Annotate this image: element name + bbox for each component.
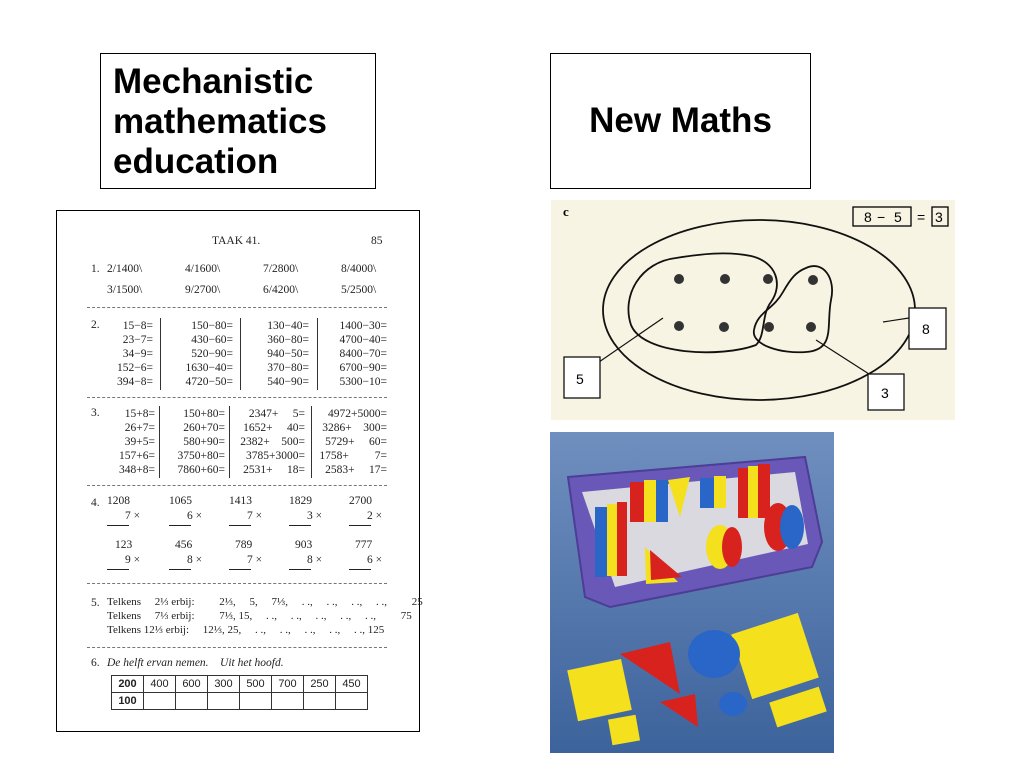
sum-item: 2382+ 500= <box>240 436 305 448</box>
element-dot <box>806 322 816 332</box>
multiplicand: 2700 <box>349 495 372 507</box>
table-row <box>112 676 368 693</box>
outer-set-label: 8 <box>922 321 930 337</box>
sum-item: 2347+ 5= <box>248 408 305 420</box>
table-cell <box>176 693 208 710</box>
multiplier: 7 × <box>125 510 141 522</box>
element-dot <box>674 274 684 284</box>
sum-item: 6700−90= <box>339 362 387 374</box>
sum-item: 5300−10= <box>339 376 387 388</box>
exercise-column <box>233 407 305 477</box>
table-cell: 450 <box>336 676 368 693</box>
sum-item: 3286+ 300= <box>322 422 387 434</box>
table-cell <box>240 693 272 710</box>
venn-diagram-image <box>551 200 955 420</box>
exercise-number: 5. <box>91 597 100 609</box>
equation-result: 3 <box>935 209 943 225</box>
sequence-line: Telkens 12⅓ erbij: 12⅓, 25, . ., . ., . ., . ., . ., 125 <box>107 624 385 636</box>
sum-item: 4972+5000= <box>328 408 387 420</box>
left-set-label: 5 <box>576 371 584 387</box>
sum-item: 150−80= <box>191 320 233 332</box>
sum-item: 7860+60= <box>177 464 225 476</box>
sum-item: 39+5= <box>124 436 155 448</box>
worksheet-header: TAAK 41. <box>212 235 261 247</box>
sum-item: 5729+ 60= <box>325 436 387 448</box>
multiplier: 8 × <box>307 554 323 566</box>
exercise-number: 4. <box>91 497 100 509</box>
column-divider <box>311 406 312 478</box>
table-cell <box>336 693 368 710</box>
sum-item: 130−40= <box>267 320 309 332</box>
label-pointer <box>883 318 909 322</box>
section-divider <box>87 647 387 648</box>
sum-item: 1758+ 7= <box>319 450 387 462</box>
table-cell: 250 <box>304 676 336 693</box>
sum-item: 394−8= <box>117 376 153 388</box>
multiplier: 9 × <box>125 554 141 566</box>
sum-item: 940−50= <box>267 348 309 360</box>
division-item: 8/4000\ <box>341 263 377 275</box>
table-cell: 400 <box>144 676 176 693</box>
sum-item: 580+90= <box>183 436 225 448</box>
column-divider <box>160 318 161 390</box>
table-cell <box>272 693 304 710</box>
exercise-column <box>161 407 225 477</box>
diagram-letter: c <box>563 204 569 219</box>
exercise-column <box>245 319 309 389</box>
equation-operator: − <box>877 209 886 225</box>
multiplicand: 777 <box>355 539 373 551</box>
multiplier: 7 × <box>247 554 263 566</box>
venn-diagram-svg <box>551 200 955 420</box>
underline <box>349 525 371 526</box>
block-piece <box>780 505 804 549</box>
new-maths-title: New Maths <box>589 101 772 140</box>
underline <box>169 569 191 570</box>
multiplicand: 1208 <box>107 495 130 507</box>
sequence-line: Telkens 7⅓ erbij: 7⅓, 15, . ., . ., . ., . ., . ., 75 <box>107 610 412 622</box>
block-piece <box>748 466 758 518</box>
block-piece <box>644 480 656 522</box>
sequence-lines <box>107 595 423 637</box>
exercise-number: 3. <box>91 407 100 419</box>
equation-equals: = <box>917 209 926 225</box>
title-line-1: Mechanistic <box>113 62 314 101</box>
column-divider <box>317 318 318 390</box>
exercise-column <box>321 319 387 389</box>
arithmetic-worksheet-image <box>56 210 423 732</box>
section-divider <box>87 485 387 486</box>
title-line-3: education <box>113 142 279 181</box>
exercise-instruction: De helft ervan nemen. Uit het hoofd. <box>107 657 284 669</box>
section-divider <box>87 583 387 584</box>
underline <box>107 569 129 570</box>
label-pointer <box>816 340 869 374</box>
attribute-blocks-photo <box>550 432 834 753</box>
division-item: 2/1400\ <box>107 263 143 275</box>
mechanistic-title-box <box>100 53 376 189</box>
underline <box>107 525 129 526</box>
exercise-column <box>103 407 155 477</box>
multiplicand: 1413 <box>229 495 252 507</box>
sum-item: 1630−40= <box>185 362 233 374</box>
block-piece <box>617 502 627 576</box>
new-maths-title-box <box>550 53 811 189</box>
sum-item: 152−6= <box>117 362 153 374</box>
table-cell <box>304 693 336 710</box>
element-dot <box>674 321 684 331</box>
section-divider <box>87 397 387 398</box>
multiplier: 2 × <box>367 510 383 522</box>
table-cell: 200 <box>112 676 144 693</box>
sequence-line: Telkens 2⅓ erbij: 2⅓, 5, 7⅓, . ., . ., . ., . ., 25 <box>107 596 423 608</box>
division-item: 3/1500\ <box>107 284 143 296</box>
sum-item: 348+8= <box>119 464 155 476</box>
table-cell: 300 <box>208 676 240 693</box>
table-cell: 500 <box>240 676 272 693</box>
column-divider <box>159 406 160 478</box>
equation-term: 8 <box>864 209 872 225</box>
sum-item: 2531+ 18= <box>243 464 305 476</box>
small-blue-circle-block <box>719 692 747 716</box>
equation-term: 5 <box>894 209 902 225</box>
multiplicand: 1065 <box>169 495 192 507</box>
multiplicand: 789 <box>235 539 253 551</box>
division-item: 9/2700\ <box>185 284 221 296</box>
division-item: 7/2800\ <box>263 263 299 275</box>
sum-item: 520−90= <box>191 348 233 360</box>
element-dot <box>719 322 729 332</box>
exercise-column <box>107 319 153 389</box>
element-dot <box>720 274 730 284</box>
underline <box>289 525 311 526</box>
multiplicand: 123 <box>115 539 133 551</box>
element-dot <box>763 274 773 284</box>
underline <box>229 525 251 526</box>
column-divider <box>229 406 230 478</box>
multiplier: 7 × <box>247 510 263 522</box>
sum-item: 1652+ 40= <box>243 422 305 434</box>
underline <box>349 569 371 570</box>
halving-table <box>111 675 368 710</box>
small-yellow-square-block <box>608 715 640 745</box>
table-cell <box>208 693 240 710</box>
exercise-number: 6. <box>91 657 100 669</box>
sum-item: 2583+ 17= <box>325 464 387 476</box>
element-dot <box>808 275 818 285</box>
blue-circle-block <box>688 630 740 678</box>
sum-item: 430−60= <box>191 334 233 346</box>
exercise-number: 1. <box>91 263 100 275</box>
block-piece <box>630 482 644 522</box>
right-set-label: 3 <box>881 385 889 401</box>
sum-item: 15−8= <box>122 320 153 332</box>
sum-item: 157+6= <box>119 450 155 462</box>
sum-item: 3750+80= <box>177 450 225 462</box>
sum-item: 360−80= <box>267 334 309 346</box>
block-piece <box>738 468 748 518</box>
sum-item: 3785+3000= <box>246 450 305 462</box>
division-item: 4/1600\ <box>185 263 221 275</box>
sum-item: 4700−40= <box>339 334 387 346</box>
section-divider <box>87 307 387 308</box>
exercise-column <box>165 319 233 389</box>
multiplier: 6 × <box>187 510 203 522</box>
sum-item: 1400−30= <box>339 320 387 332</box>
block-piece <box>595 507 607 577</box>
underline <box>289 569 311 570</box>
division-item: 6/4200\ <box>263 284 299 296</box>
multiplicand: 903 <box>295 539 313 551</box>
attribute-blocks-svg <box>550 432 834 753</box>
sum-item: 370−80= <box>267 362 309 374</box>
sum-item: 34−9= <box>122 348 153 360</box>
title-line-2: mathematics <box>113 102 327 141</box>
block-piece <box>656 480 668 522</box>
underline <box>229 569 251 570</box>
sum-item: 8400−70= <box>339 348 387 360</box>
sum-item: 4720−50= <box>185 376 233 388</box>
table-cell: 600 <box>176 676 208 693</box>
block-piece <box>714 476 726 508</box>
worksheet-page-number: 85 <box>371 235 383 247</box>
sum-item: 15+8= <box>124 408 155 420</box>
block-piece <box>607 504 617 576</box>
element-dot <box>764 322 774 332</box>
table-cell: 100 <box>112 693 144 710</box>
multiplier: 3 × <box>307 510 323 522</box>
multiplier: 6 × <box>367 554 383 566</box>
underline <box>169 525 191 526</box>
table-cell <box>144 693 176 710</box>
multiplicand: 1829 <box>289 495 312 507</box>
block-piece <box>722 527 742 567</box>
multiplicand: 456 <box>175 539 193 551</box>
table-row <box>112 693 368 710</box>
column-divider <box>240 318 241 390</box>
sum-item: 150+80= <box>183 408 225 420</box>
exercise-column <box>315 407 387 477</box>
sum-item: 26+7= <box>124 422 155 434</box>
block-piece <box>700 478 714 508</box>
exercise-number: 2. <box>91 319 100 331</box>
sum-item: 260+70= <box>183 422 225 434</box>
sum-item: 540−90= <box>267 376 309 388</box>
sum-item: 23−7= <box>122 334 153 346</box>
multiplier: 8 × <box>187 554 203 566</box>
division-item: 5/2500\ <box>341 284 377 296</box>
table-cell: 700 <box>272 676 304 693</box>
